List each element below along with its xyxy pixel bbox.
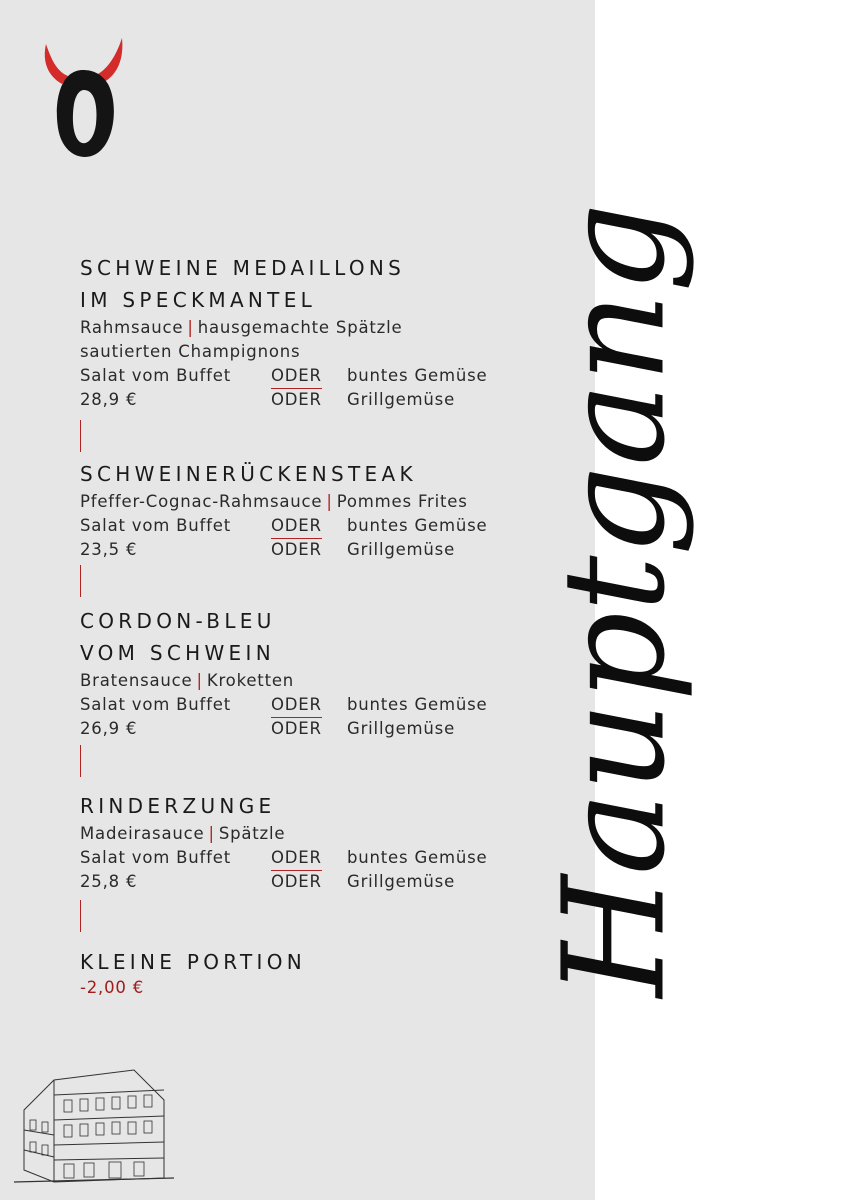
page-title: Hauptgang [533,202,697,998]
divider [80,420,81,452]
price: 26,9 € [80,719,138,738]
price-row: 25,8 € ODER Grillgemüse [80,872,456,891]
dish-description: Pfeffer-Cognac-Rahmsauce | Pommes Frites [80,492,468,511]
price: 28,9 € [80,390,138,409]
side-options: Salat vom Buffet ODER buntes Gemüse [80,514,468,538]
price-row: 28,9 € ODER Grillgemüse [80,390,456,409]
dish-description: Bratensauce | Kroketten [80,671,295,690]
dish-description: Rahmsauce | hausgemachte Spätzle [80,318,403,337]
price-row: 26,9 € ODER Grillgemüse [80,719,456,738]
dish-name: SCHWEINE MEDAILLONS [80,256,406,280]
side-options: Salat vom Buffet ODER buntes Gemüse [80,693,294,717]
restaurant-logo [38,32,128,162]
dish-name: CORDON-BLEU [80,609,276,633]
divider [80,565,81,597]
dish-description: Madeirasauce | Spätzle [80,824,286,843]
dish-name: RINDERZUNGE [80,794,276,818]
dish-name: IM SPECKMANTEL [80,288,317,312]
building-sketch-icon [14,1060,174,1185]
side-options: Salat vom Buffet ODER buntes Gemüse [80,846,285,870]
dish-name: VOM SCHWEIN [80,641,275,665]
small-portion [80,946,306,997]
price: 25,8 € [80,872,138,891]
menu-item [80,458,488,562]
side-options: Salat vom Buffet ODER buntes Gemüse [80,364,405,388]
menu-item [80,605,488,741]
small-portion-price: -2,00 € [80,978,145,997]
small-portion-label: KLEINE PORTION [80,950,307,974]
price-row: 23,5 € ODER Grillgemüse [80,540,456,559]
dish-name: SCHWEINERÜCKENSTEAK [80,462,417,486]
divider [80,745,81,777]
menu-item [80,790,488,894]
price: 23,5 € [80,540,138,559]
menu-item [80,252,488,412]
dish-description: sautierten Champignons [80,342,301,361]
divider [80,900,81,932]
